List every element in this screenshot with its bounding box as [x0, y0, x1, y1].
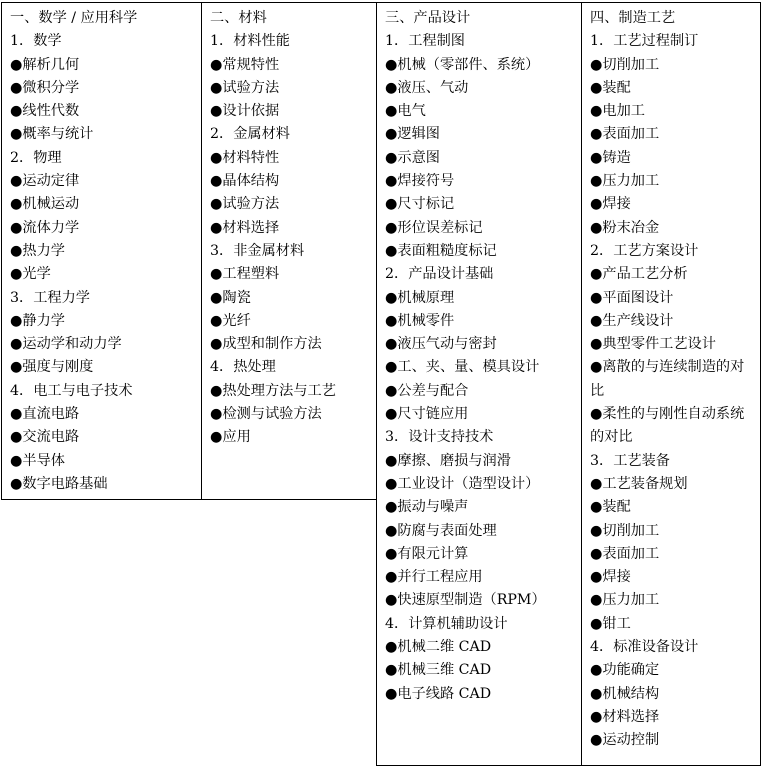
- section-heading: 2．工艺方案设计: [590, 242, 699, 259]
- bullet-item: ●热力学: [10, 242, 65, 259]
- bullet-item: ●表面加工: [590, 545, 660, 562]
- bullet-item: ●机械二维 CAD: [385, 639, 492, 656]
- column-title: 三、产品设计: [385, 10, 471, 26]
- bullet-item: ●运动定律: [10, 173, 80, 190]
- bullet-item: ●晶体结构: [210, 173, 280, 190]
- bullet-item: ●产品工艺分析: [590, 266, 688, 283]
- column-math-applied-science: [1, 2, 202, 500]
- bullet-item: ●快速原型制造（RPM）: [385, 592, 546, 609]
- column-materials: [201, 2, 377, 500]
- bullet-item: ●尺寸链应用: [385, 406, 469, 423]
- bullet-item: ●成型和制作方法: [210, 336, 322, 353]
- bullet-item: ●直流电路: [10, 406, 80, 423]
- column-product-design: [376, 2, 582, 766]
- bullet-item: ●表面加工: [590, 126, 660, 143]
- column-lines: [385, 30, 581, 706]
- bullet-item: ●机械（零部件、系统）: [385, 56, 540, 73]
- bullet-item: ●离散的与连续制造的对比: [590, 359, 745, 399]
- bullet-item: ●试验方法: [210, 79, 280, 96]
- bullet-item: ●材料选择: [210, 219, 280, 236]
- bullet-item: ●设计依据: [210, 103, 280, 120]
- bullet-item: ●热处理方法与工艺: [210, 382, 336, 399]
- bullet-item: ●机械原理: [385, 289, 455, 306]
- section-heading: 2．物理: [10, 149, 62, 166]
- bullet-item: ●概率与统计: [10, 126, 94, 143]
- bullet-item: ●机械三维 CAD: [385, 662, 492, 679]
- column-lines: [10, 30, 201, 496]
- bullet-item: ●并行工程应用: [385, 569, 483, 586]
- section-heading: 1．工艺过程制订: [590, 33, 699, 50]
- bullet-item: ●光纤: [210, 312, 251, 329]
- bullet-item: ●典型零件工艺设计: [590, 336, 716, 353]
- bullet-item: ●防腐与表面处理: [385, 522, 497, 539]
- bullet-item: ●数字电路基础: [10, 475, 108, 492]
- bullet-item: ●钳工: [590, 615, 631, 632]
- section-heading: 4．电工与电子技术: [10, 382, 133, 399]
- section-heading: 4．标准设备设计: [590, 639, 699, 656]
- bullet-item: ●电加工: [590, 103, 645, 120]
- bullet-item: ●半导体: [10, 452, 65, 469]
- bullet-item: ●工、夹、量、模具设计: [385, 359, 540, 376]
- column-manufacturing-process: [581, 2, 761, 766]
- column-title: 四、制造工艺: [590, 10, 676, 26]
- bullet-item: ●铸造: [590, 149, 631, 166]
- bullet-item: ●强度与刚度: [10, 359, 94, 376]
- bullet-item: ●交流电路: [10, 429, 80, 446]
- bullet-item: ●工程塑料: [210, 266, 280, 283]
- bullet-item: ●摩擦、磨损与润滑: [385, 452, 511, 469]
- bullet-item: ●公差与配合: [385, 382, 469, 399]
- bullet-item: ●功能确定: [590, 662, 660, 679]
- bullet-item: ●电气: [385, 103, 426, 120]
- bullet-item: ●压力加工: [590, 592, 660, 609]
- bullet-item: ●光学: [10, 266, 51, 283]
- bullet-item: ●平面图设计: [590, 289, 674, 306]
- section-heading: 4．计算机辅助设计: [385, 615, 508, 632]
- section-heading: 2．金属材料: [210, 126, 290, 143]
- bullet-item: ●运动学和动力学: [10, 336, 122, 353]
- bullet-item: ●焊接: [590, 569, 631, 586]
- bullet-item: ●材料特性: [210, 149, 280, 166]
- column-title: 二、材料: [210, 10, 267, 26]
- bullet-item: ●生产线设计: [590, 312, 674, 329]
- bullet-item: ●机械结构: [590, 685, 660, 702]
- bullet-item: ●逻辑图: [385, 126, 440, 143]
- section-heading: 1．数学: [10, 33, 62, 50]
- section-heading: 2．产品设计基础: [385, 266, 494, 283]
- bullet-item: ●装配: [590, 499, 631, 516]
- bullet-item: ●液压、气动: [385, 79, 469, 96]
- bullet-item: ●柔性的与刚性自动系统的对比: [590, 406, 745, 446]
- bullet-item: ●运动控制: [590, 732, 660, 749]
- bullet-item: ●粉末冶金: [590, 219, 660, 236]
- bullet-item: ●有限元计算: [385, 545, 469, 562]
- bullet-item: ●常规特性: [210, 56, 280, 73]
- bullet-item: ●压力加工: [590, 173, 660, 190]
- bullet-item: ●材料选择: [590, 708, 660, 725]
- bullet-item: ●流体力学: [10, 219, 80, 236]
- bullet-item: ●应用: [210, 429, 251, 446]
- column-lines: [590, 30, 760, 752]
- bullet-item: ●切削加工: [590, 522, 660, 539]
- bullet-item: ●机械运动: [10, 196, 80, 213]
- section-heading: 3．非金属材料: [210, 242, 305, 259]
- bullet-item: ●形位误差标记: [385, 219, 483, 236]
- bullet-item: ●切削加工: [590, 56, 660, 73]
- column-title: 一、数学 / 应用科学: [10, 10, 138, 26]
- bullet-item: ●电子线路 CAD: [385, 685, 492, 702]
- bullet-item: ●示意图: [385, 149, 440, 166]
- bullet-item: ●线性代数: [10, 103, 80, 120]
- bullet-item: ●微积分学: [10, 79, 80, 96]
- bullet-item: ●陶瓷: [210, 289, 251, 306]
- bullet-item: ●焊接符号: [385, 173, 455, 190]
- bullet-item: ●机械零件: [385, 312, 455, 329]
- bullet-item: ●试验方法: [210, 196, 280, 213]
- bullet-item: ●尺寸标记: [385, 196, 455, 213]
- section-heading: 1．工程制图: [385, 33, 465, 50]
- bullet-item: ●工业设计（造型设计）: [385, 475, 540, 492]
- section-heading: 3．工艺装备: [590, 452, 670, 469]
- bullet-item: ●液压气动与密封: [385, 336, 497, 353]
- section-heading: 3．设计支持技术: [385, 429, 494, 446]
- bullet-item: ●焊接: [590, 196, 631, 213]
- section-heading: 4．热处理: [210, 359, 276, 376]
- bullet-item: ●静力学: [10, 312, 65, 329]
- bullet-item: ●装配: [590, 79, 631, 96]
- bullet-item: ●表面粗糙度标记: [385, 242, 497, 259]
- bullet-item: ●解析几何: [10, 56, 80, 73]
- bullet-item: ●工艺装备规划: [590, 475, 688, 492]
- section-heading: 1．材料性能: [210, 33, 290, 50]
- bullet-item: ●检测与试验方法: [210, 406, 322, 423]
- column-lines: [210, 30, 376, 449]
- bullet-item: ●振动与噪声: [385, 499, 469, 516]
- section-heading: 3．工程力学: [10, 289, 90, 306]
